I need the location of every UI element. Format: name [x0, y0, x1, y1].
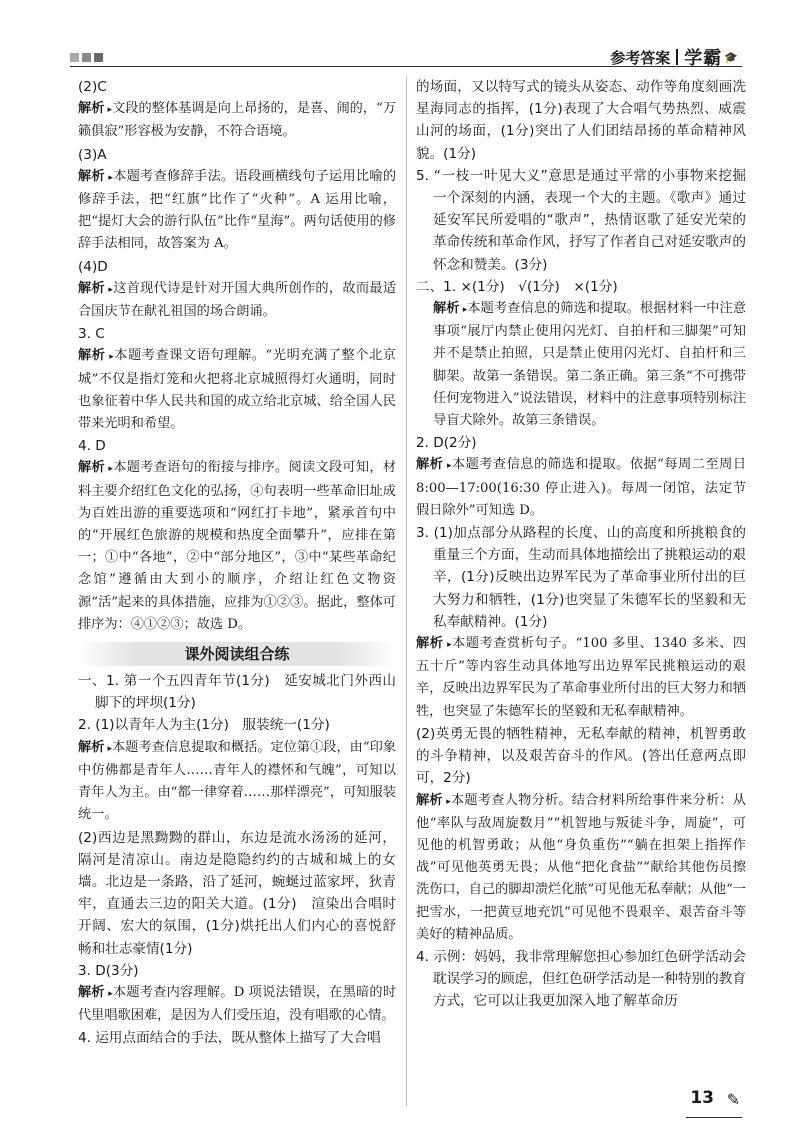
- answer-item: 4. 运用点面结合的手法，既从整体上描写了大合唱: [78, 1030, 381, 1047]
- analysis-tag: 解析 ▸: [433, 301, 467, 316]
- answer-item: (2)西边是黑黝黝的群山，东边是流水汤汤的延河，隔河是清凉山。南边是隐隐约约的古城和城上的女墙。北边是一条路，沿了延河，蜿蜒过蓝家坪，狄青牢，直通去三边的阳关大道。(1分) 渲染出合唱时开阔、宏大的氛围，(1分)烘托出人们内心的喜悦舒畅和壮志豪情(1分): [78, 829, 396, 957]
- analysis-tag: 解析 ▸: [78, 101, 112, 116]
- analysis-block: [78, 982, 396, 1027]
- left-column: [78, 76, 396, 1050]
- answer-item: 二、1. ×(1分) √(1分) ×(1分): [416, 278, 618, 295]
- answer-item: 2. (1)以青年人为主(1分) 服装统一(1分): [78, 717, 330, 734]
- right-column: [416, 76, 746, 1013]
- analysis-block: [78, 98, 396, 143]
- analysis-tag: 解析 ▸: [78, 985, 113, 1000]
- analysis-tag: 解析 ▸: [78, 169, 113, 184]
- analysis-block: [416, 633, 746, 723]
- answer-item: (3)A: [78, 146, 107, 163]
- analysis-block: [416, 790, 746, 946]
- answer-item: 的场面，又以特写式的镜头从姿态、动作等角度刻画冼星海同志的指挥，(1分)表现了大合唱气势热烈、威震山河的场面，(1分)突出了人们团结昂扬的革命精神风貌。(1分): [416, 79, 746, 162]
- analysis-block: [78, 278, 396, 323]
- answer-item: 一、1. 第一个五四青年节(1分) 延安城北门外西山脚下的坪坝(1分): [78, 673, 396, 712]
- header-rule: [70, 66, 742, 67]
- footer-rule: [686, 1117, 742, 1118]
- brand-logo: 学霸: [684, 48, 723, 69]
- analysis-block: [78, 166, 396, 256]
- analysis-text: 本题考查信息的筛选和提取。依据“每周二至周日 8:00—17:00(16:30 停止进入)。每周一闭馆，法定节假日除外”可知选 D。: [416, 457, 747, 518]
- answer-item: 3. C: [78, 326, 105, 343]
- analysis-text: 本题考查修辞手法。语段画横线句子运用比喻的修辞手法，把“红旗”比作了“火种”。A 运用比喻，把“提灯大会的游行队伍”比作“星海”。两句话使用的修辞手法相同，故答案为 A。: [78, 168, 397, 252]
- analysis-text: 本题考查信息提取和概括。定位第①段，由“印象中仿佛都是青年人……青年人的襟怀和气魄”，可知以青年人为主。由“都一律穿着……那样漂亮”，可知服装统一。: [78, 739, 397, 823]
- page-number: 13: [690, 1088, 714, 1108]
- analysis-tag: 解析 ▸: [78, 281, 113, 296]
- analysis-tag: 解析 ▸: [416, 457, 452, 472]
- answer-item: 3. (1)加点部分从路程的长度、山的高度和所挑粮食的重量三个方面，生动而具体地描绘出了挑粮运动的艰辛，(1分)反映出边界军民为了革命事业所付出的巨大努力和牺牲，(1分)也突显了朱德军长的坚毅和无私奉献精神。(1分): [416, 525, 746, 630]
- analysis-tag: 解析 ▸: [416, 636, 452, 651]
- section-title: 课外阅读组合练: [78, 642, 396, 666]
- header-title: 参考答案: [610, 48, 671, 67]
- answer-item: 4. D: [78, 438, 106, 455]
- analysis-text: 文段的整体基调是向上昂扬的，是喜、闹的，“万籁俱寂”形容极为安静，不符合语境。: [78, 101, 397, 140]
- answer-item: 3. D(3分): [78, 962, 139, 979]
- analysis-text: 这首现代诗是针对开国大典所创作的，故而最适合国庆节在献礼祖国的场合朗诵。: [78, 280, 397, 320]
- analysis-block: [416, 454, 746, 522]
- analysis-block: [78, 457, 396, 636]
- analysis-text: 本题考查语句的衔接与排序。阅读文段可知，材料主要介绍红色文化的弘扬，④句表明一些革命旧址成为百姓出游的重要选项和“网红打卡地”，紧承首句中的“开展红色旅游的规模和热度全面攀升”，应排在第一；①中“各地”，②中“部分地区”，③中“某些革命纪念馆”遵循由大到小的顺序，介绍让红色文物资源“活”起来的具体措施，应排为①②③。据此，整体可排序为：④①②③；故选 D。: [78, 460, 397, 632]
- column-divider: [406, 76, 407, 1106]
- answer-item: (2)英勇无畏的牺牲精神，无私奉献的精神，机智勇敢的斗争精神，以及艰苦奋斗的作风。(答出任意两点即可，2分): [416, 725, 746, 787]
- analysis-tag: 解析 ▸: [78, 740, 112, 755]
- analysis-block: [78, 345, 396, 435]
- analysis-text: 本题考查赏析句子。“100 多里、1340 多米、四五十斤”等内容生动具体地写出边界军民挑粮运动的艰辛，反映出边界军民为了革命事业所付出的巨大努力和牺牲，也突显了朱德军长的坚毅和无私奉献精神。: [416, 636, 747, 719]
- graduation-cap-icon: 🎓: [724, 50, 738, 64]
- analysis-tag: 解析 ▸: [78, 348, 114, 363]
- answer-item: 4. 示例：妈妈，我非常理解您担心参加红色研学活动会耽误学习的顾虑，但红色研学活动是一种特别的教育方式，它可以让我更加深入地了解革命历: [416, 948, 746, 1010]
- analysis-text: 本题考查课文语句理解。“光明充满了整个北京城”不仅是指灯笼和火把将北京城照得灯火通明，同时也象征着中华人民共和国的成立给北京城、给全国人民带来光明和希望。: [78, 348, 396, 432]
- answer-item: (4)D: [78, 258, 108, 275]
- answer-item: 5. “一枝一叶见大义”意思是通过平常的小事物来挖掘一个深刻的内涵，表现一个大的主题。《歌声》通过延安军民所爱唱的“歌声”，热情讴歌了延安光荣的革命传统和革命作风，抒写了作者自己对延安歌声的怀念和赞美。(3分): [416, 167, 746, 273]
- header-decoration: [70, 53, 103, 62]
- analysis-text: 本题考查人物分析。结合材料所给事件来分析：从他“率队与敌周旋数月”“机智地与叛徒斗争，周旋”，可见他的机智勇敢；从他“身负重伤”“躺在担架上指挥作战”可见他英勇无畏；从他“把化食盐”“献给其他伤员擦洗伤口，自己的脚却溃烂化脓”可见他无私奉献；从他“一把雪水，一把黄豆地充饥”可见他不畏艰辛、艰苦奋斗等美好的精神品质。: [416, 792, 746, 942]
- pencil-icon: ✎: [726, 1090, 740, 1109]
- analysis-tag: 解析 ▸: [78, 460, 113, 475]
- analysis-block: [78, 737, 396, 827]
- answer-item: (2)C: [78, 79, 107, 95]
- analysis-text: 本题考查内容理解。D 项说法错误，在黑暗的时代里唱歌困难，是因为人们受压迫，没有唱歌的心情。: [78, 984, 397, 1024]
- analysis-tag: 解析 ▸: [416, 793, 451, 808]
- analysis-block: [416, 298, 746, 432]
- answer-item: 2. D(2分): [416, 435, 477, 452]
- header-separator: [676, 49, 678, 65]
- analysis-text: 本题考查信息的筛选和提取。根据材料一中注意事项“展厅内禁止使用闪光灯、自拍杆和三脚架”可知并不是禁止拍照，只是禁止使用闪光灯、自拍杆和三脚架。故第一条错误。第二条正确。第三条“不可携带任何宠物进入”说法错误，材料中的注意事项特别标注导盲犬除外。故第三条错误。: [433, 301, 747, 429]
